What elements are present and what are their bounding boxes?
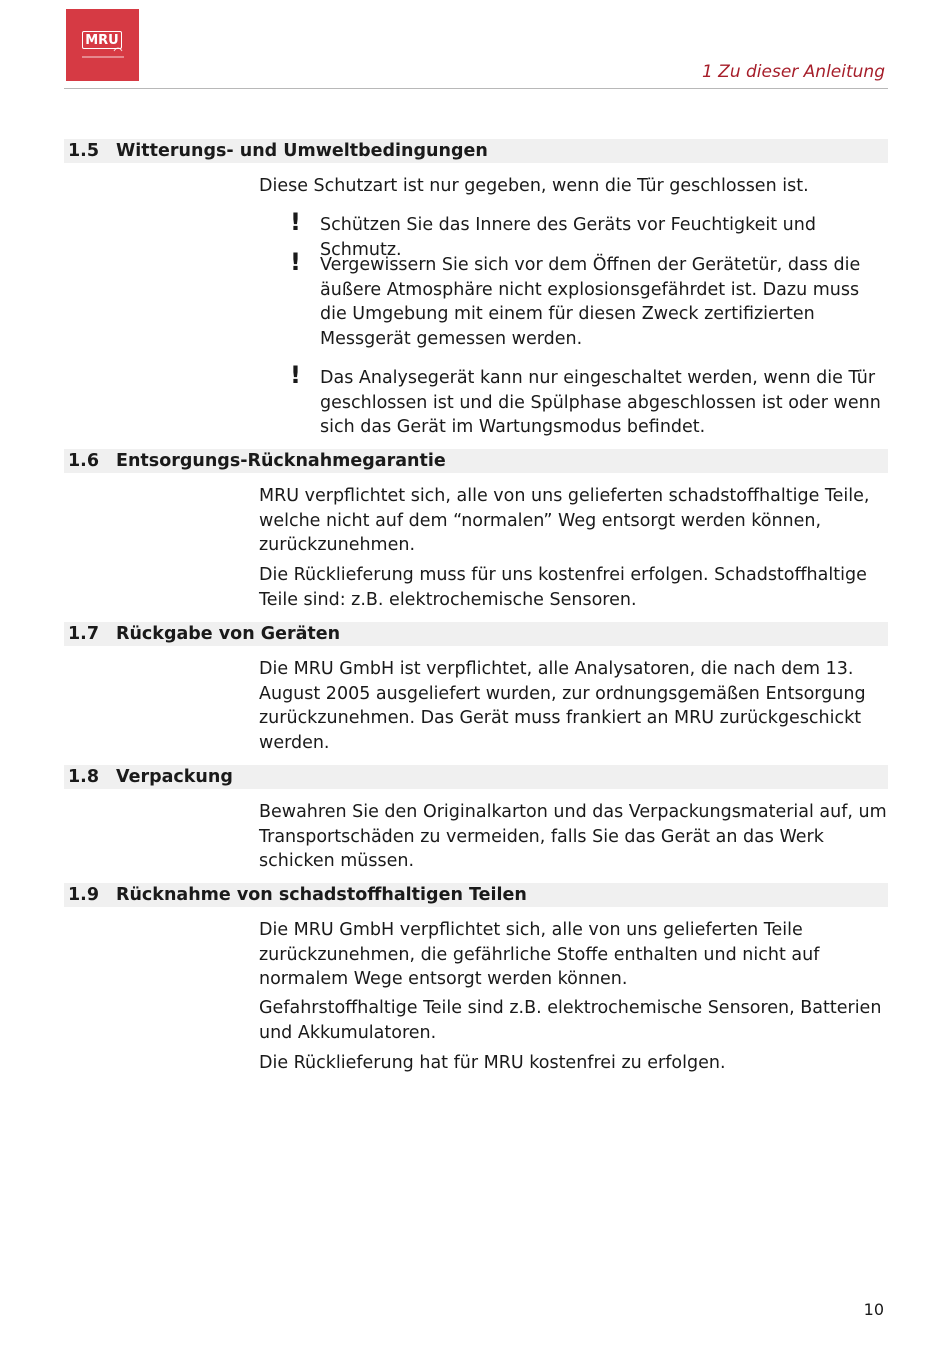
section-title: Rücknahme von schadstoffhaltigen Teilen bbox=[116, 885, 527, 905]
logo-text: MRU bbox=[82, 31, 122, 49]
warning-text: Vergewissern Sie sich vor dem Öffnen der Gerätetür, dass die äußere Atmosphäre nicht explosionsgefährdet ist. Dazu muss die Umgebung mit einem für diesen Zweck zertifizierten Messgerät gemessen werden. bbox=[320, 255, 861, 350]
section-heading-1-6 bbox=[64, 449, 888, 473]
section-paragraph: Die MRU GmbH ist verpflichtet, alle Analysatoren, die nach dem 13. August 2005 ausgeliefert wurden, zur ordnungsgemäßen Entsorgung zurückzunehmen. Das Gerät muss frankiert an MRU zurückgeschickt werden. bbox=[259, 659, 866, 754]
section-paragraph: Die Rücklieferung muss für uns kostenfrei erfolgen. Schadstoffhaltige Teile sind: z.B. elektrochemische Sensoren. bbox=[259, 565, 867, 610]
section-paragraph: Gefahrstoffhaltige Teile sind z.B. elektrochemische Sensoren, Batterien und Akkumulatoren. bbox=[259, 998, 882, 1043]
section-paragraph: Diese Schutzart ist nur gegeben, wenn die Tür geschlossen ist. bbox=[259, 176, 809, 196]
section-number: 1.7 bbox=[68, 624, 100, 644]
section-heading-1-9 bbox=[64, 883, 888, 907]
warning-text: Das Analysegerät kann nur eingeschaltet werden, wenn die Tür geschlossen ist und die Spülphase abgeschlossen ist oder wenn sich das Gerät im Wartungsmodus befindet. bbox=[320, 368, 881, 438]
section-heading-1-5 bbox=[64, 139, 888, 163]
section-number: 1.6 bbox=[68, 451, 100, 471]
warning-exclamation-icon: ! bbox=[290, 361, 301, 389]
section-title: Verpackung bbox=[116, 767, 233, 787]
warning-exclamation-icon: ! bbox=[290, 248, 301, 276]
warning-text: Schützen Sie das Innere des Geräts vor Feuchtigkeit und Schmutz. bbox=[320, 215, 816, 260]
section-paragraph: Bewahren Sie den Originalkarton und das Verpackungsmaterial auf, um Transportschäden zu vermeiden, falls Sie das Gerät an das Werk schicken müssen. bbox=[259, 802, 887, 872]
section-number: 1.5 bbox=[68, 141, 100, 161]
section-title: Entsorgungs-Rücknahmegarantie bbox=[116, 451, 446, 471]
warning-exclamation-icon: ! bbox=[290, 208, 301, 236]
section-title: Rückgabe von Geräten bbox=[116, 624, 341, 644]
header-divider bbox=[64, 88, 888, 89]
section-heading-1-8 bbox=[64, 765, 888, 789]
page-number: 10 bbox=[863, 1300, 884, 1319]
section-heading-1-7 bbox=[64, 622, 888, 646]
company-logo bbox=[66, 9, 139, 81]
section-number: 1.9 bbox=[68, 885, 100, 905]
chapter-title: 1 Zu dieser Anleitung bbox=[701, 62, 885, 82]
section-title: Witterungs- und Umweltbedingungen bbox=[116, 141, 488, 161]
section-paragraph: Die Rücklieferung hat für MRU kostenfrei zu erfolgen. bbox=[259, 1053, 726, 1073]
section-paragraph: Die MRU GmbH verpflichtet sich, alle von uns gelieferten Teile zurückzunehmen, die gefährliche Stoffe enthalten und nicht auf normalem Wege entsorgt werden können. bbox=[259, 920, 820, 990]
section-number: 1.8 bbox=[68, 767, 100, 787]
section-paragraph: MRU verpflichtet sich, alle von uns gelieferten schadstoffhaltige Teile, welche nicht auf dem “normalen” Weg entsorgt werden können, zurückzunehmen. bbox=[259, 486, 870, 556]
